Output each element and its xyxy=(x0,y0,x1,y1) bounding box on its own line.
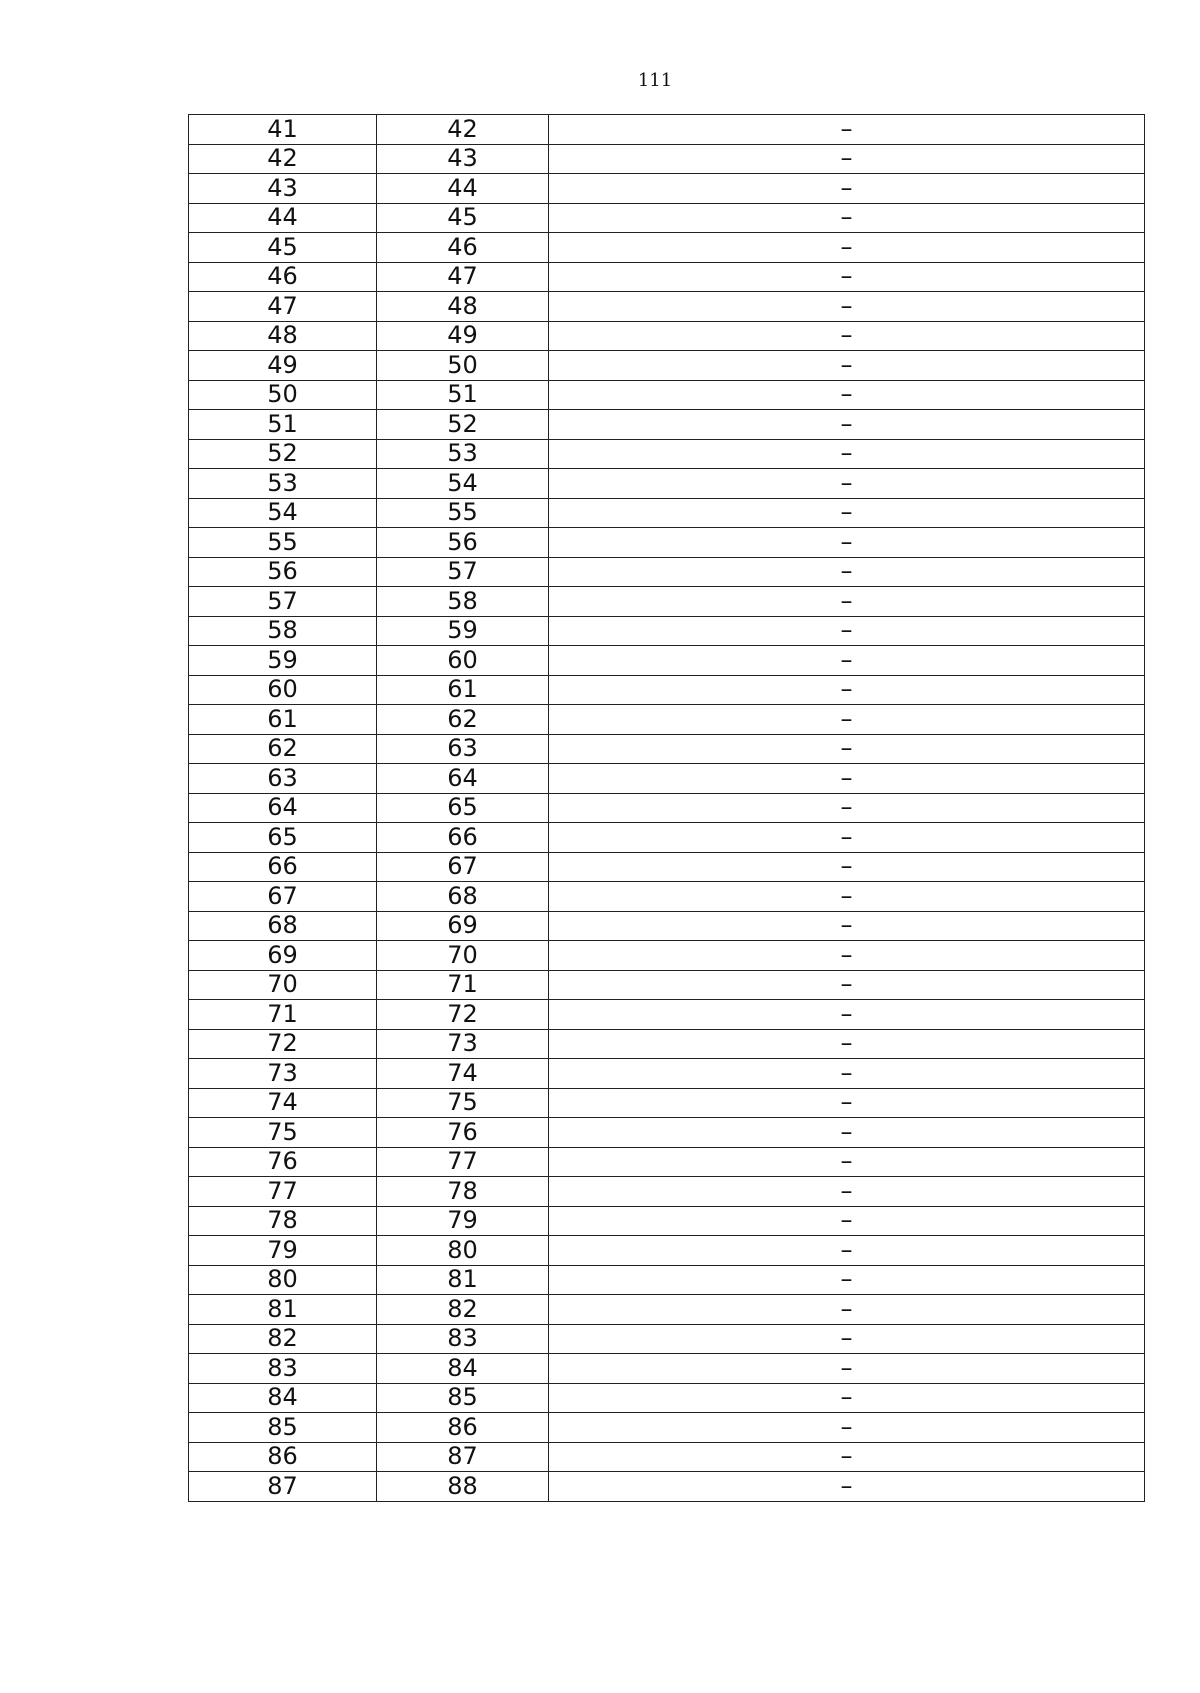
cell-to: 81 xyxy=(377,1265,549,1295)
cell-to: 82 xyxy=(377,1295,549,1325)
cell-from: 53 xyxy=(189,469,377,499)
cell-value: – xyxy=(549,498,1145,528)
cell-to: 76 xyxy=(377,1118,549,1148)
cell-to: 53 xyxy=(377,439,549,469)
cell-to: 47 xyxy=(377,262,549,292)
cell-from: 52 xyxy=(189,439,377,469)
table-row xyxy=(189,469,1145,499)
cell-value: – xyxy=(549,469,1145,499)
table-body xyxy=(189,115,1145,1502)
cell-value: – xyxy=(549,705,1145,735)
cell-value: – xyxy=(549,1000,1145,1030)
table-row xyxy=(189,262,1145,292)
cell-from: 66 xyxy=(189,852,377,882)
table-row xyxy=(189,321,1145,351)
cell-value: – xyxy=(549,557,1145,587)
cell-from: 69 xyxy=(189,941,377,971)
table-row xyxy=(189,882,1145,912)
cell-from: 82 xyxy=(189,1324,377,1354)
cell-from: 49 xyxy=(189,351,377,381)
cell-from: 75 xyxy=(189,1118,377,1148)
cell-to: 77 xyxy=(377,1147,549,1177)
table-row xyxy=(189,1324,1145,1354)
cell-to: 59 xyxy=(377,616,549,646)
cell-to: 62 xyxy=(377,705,549,735)
cell-to: 61 xyxy=(377,675,549,705)
cell-to: 73 xyxy=(377,1029,549,1059)
table-row xyxy=(189,1118,1145,1148)
cell-value: – xyxy=(549,1118,1145,1148)
cell-to: 57 xyxy=(377,557,549,587)
table-row xyxy=(189,616,1145,646)
cell-from: 85 xyxy=(189,1413,377,1443)
table-row xyxy=(189,1206,1145,1236)
cell-from: 73 xyxy=(189,1059,377,1089)
cell-to: 63 xyxy=(377,734,549,764)
cell-value: – xyxy=(549,1206,1145,1236)
table-row xyxy=(189,911,1145,941)
cell-value: – xyxy=(549,911,1145,941)
cell-from: 79 xyxy=(189,1236,377,1266)
cell-to: 67 xyxy=(377,852,549,882)
cell-to: 58 xyxy=(377,587,549,617)
table-row xyxy=(189,115,1145,145)
cell-value: – xyxy=(549,675,1145,705)
cell-to: 54 xyxy=(377,469,549,499)
cell-value: – xyxy=(549,1324,1145,1354)
table-row xyxy=(189,174,1145,204)
cell-from: 51 xyxy=(189,410,377,440)
cell-from: 62 xyxy=(189,734,377,764)
table-row xyxy=(189,557,1145,587)
table-row xyxy=(189,587,1145,617)
cell-value: – xyxy=(549,439,1145,469)
cell-value: – xyxy=(549,764,1145,794)
table-row xyxy=(189,852,1145,882)
table-row xyxy=(189,351,1145,381)
cell-from: 41 xyxy=(189,115,377,145)
cell-value: – xyxy=(549,941,1145,971)
cell-value: – xyxy=(549,823,1145,853)
cell-to: 65 xyxy=(377,793,549,823)
cell-value: – xyxy=(549,587,1145,617)
page-number: 111 xyxy=(637,70,673,91)
cell-to: 64 xyxy=(377,764,549,794)
table-container xyxy=(188,114,1144,1502)
cell-from: 59 xyxy=(189,646,377,676)
table-row xyxy=(189,675,1145,705)
table-row xyxy=(189,410,1145,440)
cell-from: 60 xyxy=(189,675,377,705)
table-row xyxy=(189,823,1145,853)
cell-to: 60 xyxy=(377,646,549,676)
table-row xyxy=(189,734,1145,764)
cell-to: 43 xyxy=(377,144,549,174)
cell-value: – xyxy=(549,1383,1145,1413)
cell-value: – xyxy=(549,528,1145,558)
cell-from: 46 xyxy=(189,262,377,292)
table-row xyxy=(189,1088,1145,1118)
cell-to: 79 xyxy=(377,1206,549,1236)
cell-from: 45 xyxy=(189,233,377,263)
cell-value: – xyxy=(549,970,1145,1000)
table-row xyxy=(189,764,1145,794)
cell-from: 61 xyxy=(189,705,377,735)
cell-to: 50 xyxy=(377,351,549,381)
cell-from: 70 xyxy=(189,970,377,1000)
cell-to: 56 xyxy=(377,528,549,558)
cell-to: 70 xyxy=(377,941,549,971)
cell-to: 66 xyxy=(377,823,549,853)
cell-from: 67 xyxy=(189,882,377,912)
cell-value: – xyxy=(549,882,1145,912)
cell-to: 85 xyxy=(377,1383,549,1413)
cell-to: 78 xyxy=(377,1177,549,1207)
table-row xyxy=(189,1295,1145,1325)
cell-from: 57 xyxy=(189,587,377,617)
cell-from: 87 xyxy=(189,1472,377,1502)
cell-value: – xyxy=(549,1265,1145,1295)
table-row xyxy=(189,970,1145,1000)
cell-from: 48 xyxy=(189,321,377,351)
table-row xyxy=(189,1354,1145,1384)
table-row xyxy=(189,203,1145,233)
table-row xyxy=(189,1177,1145,1207)
cell-value: – xyxy=(549,351,1145,381)
cell-value: – xyxy=(549,1059,1145,1089)
cell-value: – xyxy=(549,410,1145,440)
cell-from: 65 xyxy=(189,823,377,853)
cell-value: – xyxy=(549,616,1145,646)
cell-value: – xyxy=(549,646,1145,676)
cell-value: – xyxy=(549,1177,1145,1207)
cell-to: 84 xyxy=(377,1354,549,1384)
cell-from: 44 xyxy=(189,203,377,233)
cell-value: – xyxy=(549,1147,1145,1177)
cell-from: 77 xyxy=(189,1177,377,1207)
cell-to: 86 xyxy=(377,1413,549,1443)
table-row xyxy=(189,1147,1145,1177)
cell-to: 88 xyxy=(377,1472,549,1502)
cell-to: 46 xyxy=(377,233,549,263)
cell-value: – xyxy=(549,1413,1145,1443)
table-row xyxy=(189,144,1145,174)
table-row xyxy=(189,1442,1145,1472)
cell-from: 84 xyxy=(189,1383,377,1413)
table-row xyxy=(189,528,1145,558)
cell-value: – xyxy=(549,292,1145,322)
cell-to: 83 xyxy=(377,1324,549,1354)
table-row xyxy=(189,380,1145,410)
cell-value: – xyxy=(549,1442,1145,1472)
cell-from: 55 xyxy=(189,528,377,558)
cell-from: 58 xyxy=(189,616,377,646)
table-row xyxy=(189,1029,1145,1059)
table-row xyxy=(189,1472,1145,1502)
cell-from: 83 xyxy=(189,1354,377,1384)
cell-to: 49 xyxy=(377,321,549,351)
cell-value: – xyxy=(549,1472,1145,1502)
table-row xyxy=(189,292,1145,322)
cell-to: 71 xyxy=(377,970,549,1000)
cell-to: 45 xyxy=(377,203,549,233)
cell-to: 42 xyxy=(377,115,549,145)
table-row xyxy=(189,646,1145,676)
cell-from: 56 xyxy=(189,557,377,587)
cell-to: 48 xyxy=(377,292,549,322)
cell-value: – xyxy=(549,262,1145,292)
cell-value: – xyxy=(549,144,1145,174)
cell-to: 75 xyxy=(377,1088,549,1118)
cell-from: 86 xyxy=(189,1442,377,1472)
cell-value: – xyxy=(549,115,1145,145)
cell-value: – xyxy=(549,203,1145,233)
cell-to: 69 xyxy=(377,911,549,941)
cell-to: 80 xyxy=(377,1236,549,1266)
cell-to: 52 xyxy=(377,410,549,440)
cell-from: 47 xyxy=(189,292,377,322)
table-row xyxy=(189,1413,1145,1443)
cell-from: 68 xyxy=(189,911,377,941)
cell-value: – xyxy=(549,380,1145,410)
data-table xyxy=(188,114,1145,1502)
cell-value: – xyxy=(549,852,1145,882)
cell-value: – xyxy=(549,1354,1145,1384)
cell-from: 81 xyxy=(189,1295,377,1325)
cell-from: 54 xyxy=(189,498,377,528)
table-row xyxy=(189,439,1145,469)
cell-to: 72 xyxy=(377,1000,549,1030)
cell-from: 64 xyxy=(189,793,377,823)
table-row xyxy=(189,1059,1145,1089)
cell-to: 51 xyxy=(377,380,549,410)
cell-from: 76 xyxy=(189,1147,377,1177)
cell-from: 78 xyxy=(189,1206,377,1236)
table-row xyxy=(189,1383,1145,1413)
cell-to: 68 xyxy=(377,882,549,912)
cell-to: 55 xyxy=(377,498,549,528)
table-row xyxy=(189,705,1145,735)
table-row xyxy=(189,941,1145,971)
cell-value: – xyxy=(549,1236,1145,1266)
cell-from: 63 xyxy=(189,764,377,794)
cell-value: – xyxy=(549,793,1145,823)
cell-value: – xyxy=(549,734,1145,764)
cell-from: 42 xyxy=(189,144,377,174)
table-row xyxy=(189,793,1145,823)
table-row xyxy=(189,1000,1145,1030)
table-row xyxy=(189,1236,1145,1266)
cell-value: – xyxy=(549,233,1145,263)
table-row xyxy=(189,233,1145,263)
cell-value: – xyxy=(549,174,1145,204)
cell-from: 43 xyxy=(189,174,377,204)
cell-to: 74 xyxy=(377,1059,549,1089)
cell-value: – xyxy=(549,1295,1145,1325)
cell-from: 80 xyxy=(189,1265,377,1295)
table-row xyxy=(189,498,1145,528)
table-row xyxy=(189,1265,1145,1295)
cell-value: – xyxy=(549,1088,1145,1118)
cell-from: 50 xyxy=(189,380,377,410)
cell-from: 72 xyxy=(189,1029,377,1059)
cell-from: 74 xyxy=(189,1088,377,1118)
cell-value: – xyxy=(549,1029,1145,1059)
cell-to: 44 xyxy=(377,174,549,204)
cell-value: – xyxy=(549,321,1145,351)
cell-from: 71 xyxy=(189,1000,377,1030)
cell-to: 87 xyxy=(377,1442,549,1472)
